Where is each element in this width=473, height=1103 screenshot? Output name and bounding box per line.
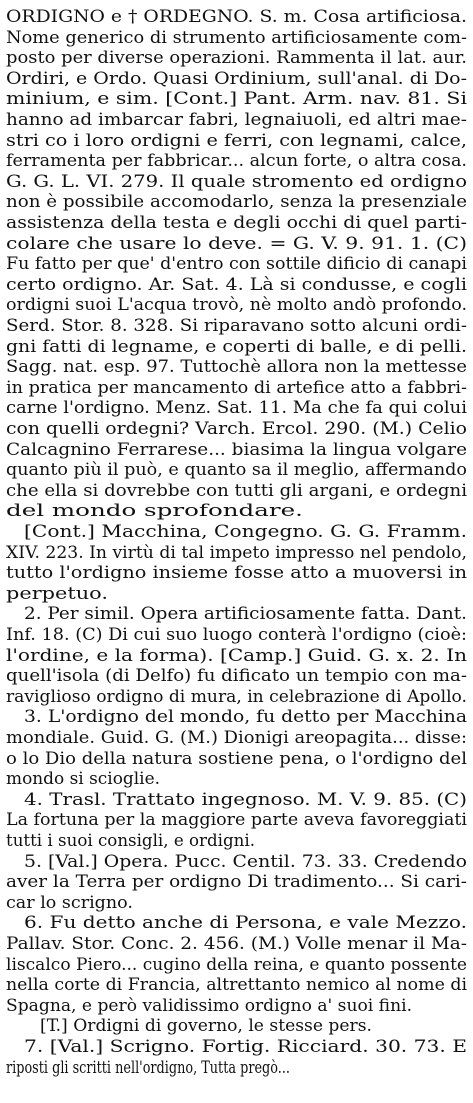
text-line-content: [T.] Ordigni di governo, le stesse pers.: [40, 1016, 372, 1037]
text-line-content: 3. L'ordigno del mondo, fu detto per Macchina: [24, 707, 467, 728]
text-line-content: del mondo sprofondare.: [6, 501, 303, 522]
text-line-content: non è possibile accomodarlo, senza la presenziale: [6, 192, 468, 213]
text-line-content: perpetuo.: [6, 583, 108, 604]
text-line-content: riposti gli scritti nell'ordigno, Tutta pregò...: [6, 1057, 290, 1078]
text-line-content: Calcagnino Ferrarese... biasima la lingua volgare: [6, 439, 467, 460]
text-line-content: Fu fatto per que' d'entro con sottile dificio di canapi: [6, 254, 468, 275]
text-line-content: carne l'ordigno. Menz. Sat. 11. Ma che fa qui colui: [6, 398, 467, 419]
text-line-content: quell'isola (di Delfo) fu dificato un tempio con ma-: [6, 666, 467, 687]
text-line-content: o lo Dio della natura sostiene pena, o l'ordigno del: [6, 748, 467, 769]
text-line-content: posto per diverse operazioni. Rammenta il lat. aur.: [6, 48, 467, 69]
text-line-content: hanno ad imbarcar fabri, legnaiuoli, ed altri mae-: [6, 110, 468, 130]
text-line-content: G. G. L. VI. 279. Il quale stromento ed ordigno: [6, 171, 467, 192]
text-line-content: minium, e sim. [Cont.] Pant. Arm. nav. 81. Si: [6, 89, 467, 110]
text-line-content: 4. Trasl. Trattato ingegnoso. M. V. 9. 85. (C): [24, 789, 467, 810]
text-line-content: assistenza della testa e degli occhi di quel parti-: [6, 213, 467, 233]
text-line-content: l'ordine, e la forma). [Camp.] Guid. G. x. 2. In: [6, 645, 467, 666]
text-line-content: gni fatti di legname, e coperti di balle, e di pelli.: [6, 336, 468, 357]
text-line-content: La fortuna per la maggiore parte aveva favoreggiati: [6, 810, 468, 831]
text-line-content: 7. [Val.] Scrigno. Fortig. Ricciard. 30. 73. E: [24, 1037, 468, 1057]
text-line-content: Serd. Stor. 8. 328. Si riparavano sotto alcuni ordi-: [6, 316, 468, 336]
text-line-content: Sagg. nat. esp. 97. Tuttochè allora non la mettesse: [6, 357, 467, 378]
text-line-content: mondiale. Guid. G. (M.) Dionigi areopagita... disse:: [6, 728, 468, 748]
text-line-content: aver la Terra per ordigno Di tradimento... Si cari-: [6, 872, 467, 893]
text-line-content: colare che usare lo deve. = G. V. 9. 91. 1. (C): [6, 233, 467, 254]
text-line-content: raviglioso ordigno di mura, in celebrazione di Apollo.: [6, 686, 467, 707]
text-line-content: ordigni suoi L'acqua trovò, nè molto andò profondo.: [6, 295, 468, 316]
text-line-content: liscalco Piero... cugino della reina, e quanto possente: [6, 954, 467, 975]
text-line-content: quanto più il può, e quanto sa il meglio, affermando: [6, 460, 467, 481]
text-line-content: ferramenta per fabbricar... alcun forte, o altra cosa.: [6, 151, 467, 172]
text-line-content: mondo si scioglie.: [6, 769, 161, 790]
text-line-content: tutto l'ordigno insieme fosse atto a muoversi in: [6, 563, 468, 584]
text-line-content: XIV. 223. In virtù di tal impeto impresso nel pendolo,: [6, 542, 468, 563]
text-line-content: certo ordigno. Ar. Sat. 4. Là si condusse, e cogli: [6, 274, 467, 295]
text-line-content: car lo scrigno.: [6, 892, 133, 913]
text-line-content: 6. Fu detto anche di Persona, e vale Mezzo.: [24, 913, 468, 934]
text-line-content: Ordiri, e Ordo. Quasi Ordinium, sull'anal. di Do-: [6, 68, 467, 89]
text-line-content: ORDIGNO e † ORDEGNO. S. m. Cosa artificiosa.: [6, 7, 467, 27]
text-line-content: 2. Per simil. Opera artificiosamente fatta. Dant.: [24, 604, 468, 625]
text-line-content: tutti i suoi consigli, e ordigni.: [6, 831, 255, 851]
text-line-content: [Cont.] Macchina, Congegno. G. G. Framm.: [24, 522, 468, 542]
text-line-content: Spagna, e però validissimo ordigno a' suoi fini.: [6, 995, 413, 1016]
text-line-content: Nome generico di strumento artificiosamente com-: [6, 27, 467, 48]
text-line-content: Inf. 18. (C) Di cui suo luogo conterà l'ordigno (cioè:: [6, 625, 468, 645]
text-line-content: con quelli ordegni? Varch. Ercol. 290. (M.) Celio: [6, 419, 467, 439]
text-line-content: 5. [Val.] Opera. Pucc. Centil. 73. 33. Credendo: [24, 851, 468, 872]
text-line-content: stri co i loro ordigni e ferri, con legnami, calce,: [6, 130, 468, 151]
text-line: [0, 1055, 473, 1082]
text-line-content: nella corte di Francia, altrettanto nemico al nome di: [6, 975, 468, 996]
text-line-content: in pratica per mancamento di artefice atto a fabbri-: [6, 377, 467, 398]
text-line-content: che ella si dovrebbe con tutti gli argani, e ordegni: [6, 480, 467, 501]
text-line-content: Pallav. Stor. Conc. 2. 456. (M.) Volle menar il Ma-: [6, 934, 467, 954]
